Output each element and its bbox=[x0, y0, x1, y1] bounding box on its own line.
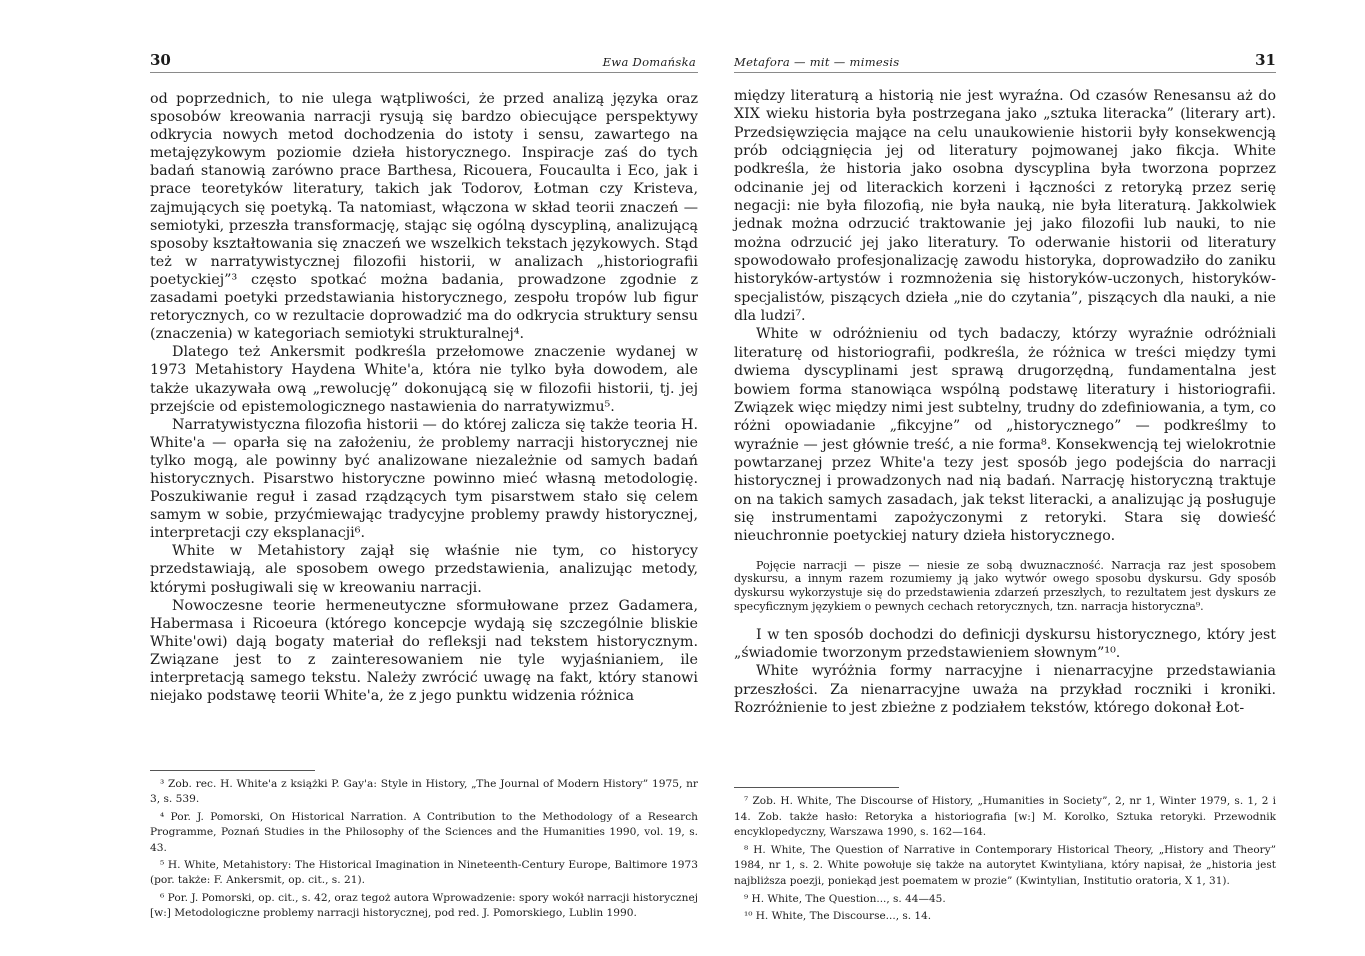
body-paragraph: od poprzednich, to nie ulega wątpliwości, że przed analizą języka oraz sposobów kreowania narracji rysują się bardzo obiecujące perspektywy odkrycia nowych metod dochodzenia do istoty i sensu, zawartego na metajęzykowym poziomie dzieła historycznego. Inspiracje zaś do tych badań stanowią zarówno prace Barthesa, Ricouera, Foucaulta i Eco, jak i prace teoretyków literatury, takich jak Todorov, Łotman czy Kristeva, zajmujących się poetyką. Ta natomiast, włączona w skład teorii znaczeń — semiotyki, przeszła transformację, stając się ogólną dyscypliną, analizującą sposoby kształtowania się znaczeń we wszelkich tekstach językowych. Stąd też w narratywistycznej filozofii historii, w analizach „historiografii poetyckiej”³ często spotkać można badania, prowadzone zgodnie z zasadami poetyki przedstawiania historycznego, zespołu tropów lub figur retorycznych, co w rezultacie doprowadzić ma do odkrycia struktury sensu (znaczenia) w kategoriach semiotyki strukturalnej⁴. bbox=[150, 91, 698, 343]
body-paragraph: Narratywistyczna filozofia historii — do której zalicza się także teoria H. White'a — oparła się na założeniu, że problemy narracji historycznej nie tylko mogą, ale powinny być analizowane niezależnie od samych badań historycznych. Pisarstwo historyczne powinno mieć własną metodologię. Poszukiwanie reguł i zasad rządzących tym pisarstwem stało się celem samym w sobie, przyćmiewając tradycyjne problemy prawdy historycznej, interpretacji czy eksplanacji⁶. bbox=[150, 416, 698, 542]
footnote-8: ⁸ H. White, The Question of Narrative in Contemporary Historical Theory, „History and Theory” 1984, nr 1, s. 2. White powołuje się także na autorytet Kwintyliana, który napisał, że „historia jest najbliższa poezji, poniekąd jest poematem w prozie” (Kwintylian, Institutio oratoria, X 1, 31). bbox=[734, 843, 1276, 887]
body-paragraph: White w Metahistory zajął się właśnie nie tym, co historycy przedstawiają, ale sposobem owego przedstawienia, analizując metody, którymi posługiwali się w kreowaniu narracji. bbox=[150, 543, 698, 596]
right-running-head bbox=[734, 50, 1276, 73]
block-quote: Pojęcie narracji — pisze — niesie ze sobą dwuznaczność. Narracja raz jest sposobem dyskursu, a innym razem rozumiemy ją jako wytwór owego sposobu dyskursu. Gdy sposób dyskursu wykorzystuje się do przedstawienia zdarzeń przeszłych, to rezultatem jest dyskurs ze specyficznym językiem o pewnych cechach retorycznych, tzn. narracja historyczna⁹. bbox=[734, 558, 1276, 613]
right-page-number: 31 bbox=[1255, 51, 1276, 69]
footnote-6: ⁶ Por. J. Pomorski, op. cit., s. 42, oraz tegoż autora Wprowadzenie: spory wokół narracji historycznej [w:] Metodologiczne problemy narracji historycznej, pod red. J. Pomorskiego, Lublin 1990. bbox=[150, 891, 698, 920]
footnote-4: ⁴ Por. J. Pomorski, On Historical Narration. A Contribution to the Methodology of a Research Programme, Poznań Studies in the Philosophy of the Sciences and the Humanities 1990, vol. 19, s. 43. bbox=[150, 810, 698, 854]
footnote-divider bbox=[150, 770, 315, 771]
body-paragraph: Dlatego też Ankersmit podkreśla przełomowe znaczenie wydanej w 1973 Metahistory Haydena White'a, która nie tylko była dowodem, ale także ukazywała ową „rewolucję” dokonującą się w filozofii historii, tj. jej przejście od epistemologicznego nastawienia do narratywizmu⁵. bbox=[150, 344, 698, 415]
right-body-text bbox=[734, 87, 1276, 718]
left-running-head bbox=[150, 50, 698, 73]
footnote-5: ⁵ H. White, Metahistory: The Historical Imagination in Nineteenth-Century Europe, Baltimore 1973 (por. także: F. Ankersmit, op. cit., s. 21). bbox=[150, 859, 698, 887]
footnote-3: ³ Zob. rec. H. White'a z książki P. Gay'a: Style in History, „The Journal of Modern History” 1975, nr 3, s. 539. bbox=[150, 778, 698, 806]
left-running-title: Ewa Domańska bbox=[602, 55, 696, 69]
right-page bbox=[734, 0, 1276, 956]
left-footnotes bbox=[150, 770, 698, 924]
left-body-text bbox=[150, 90, 698, 705]
body-paragraph: White wyróżnia formy narracyjne i nienarracyjne przedstawiania przeszłości. Za nienarracyjne uważa na przykład roczniki i kroniki. Rozróżnienie to jest zbieżne z podziałem tekstów, którego dokonał Łot- bbox=[734, 663, 1276, 717]
left-page bbox=[150, 0, 698, 956]
footnote-divider bbox=[734, 787, 899, 788]
body-paragraph: między literaturą a historią nie jest wyraźna. Od czasów Renesansu aż do XIX wieku historia była postrzegana jako „sztuka literacka” (literary art). Przedsięwzięcia mające na celu unaukowienie historii były konsekwencją prób odciągnięcia jej od literatury pojmowanej jako fikcja. White podkreśla, że historia jako osobna dyscyplina była tworzona poprzez odcinanie jej od literackich korzeni i łączności z retoryką przez serię negacji: nie była filozofią, nie była nauką, nie była literaturą. Jakkolwiek jednak można odrzucić traktowanie jej jako filozofii lub nauki, to nie można odrzucić jej jako literatury. To oderwanie historii od literatury spowodowało profesjonalizację zawodu historyka, doprowadziło do zaniku historyków-artystów i rozmnożenia się historyków-uczonych, historyków-specjalistów, piszących dzieła „nie do czytania”, piszących dla nauki, a nie dla ludzi⁷. bbox=[734, 88, 1276, 325]
footnote-9: ⁹ H. White, The Question..., s. 44—45. bbox=[744, 892, 946, 905]
left-page-number: 30 bbox=[150, 51, 171, 69]
right-running-title: Metafora — mit — mimesis bbox=[734, 55, 900, 69]
body-paragraph: I w ten sposób dochodzi do definicji dyskursu historycznego, który jest „świadomie tworzonym przedstawieniem słownym”¹⁰. bbox=[734, 626, 1276, 662]
footnote-7: ⁷ Zob. H. White, The Discourse of History, „Humanities in Society”, 2, nr 1, Winter 1979, s. 1, 2 i 14. Zob. także hasło: Retoryka a historiografia [w:] M. Korolko, Sztuka retoryki. Przewodnik encyklopedyczny, Warszawa 1990, s. 162—164. bbox=[734, 795, 1276, 839]
right-footnotes bbox=[734, 787, 1276, 927]
body-paragraph: Nowoczesne teorie hermeneutyczne sformułowane przez Gadamera, Habermasa i Ricoeura (którego koncepcje wydają się szczególnie bliskie White'owi) dają bogaty materiał do refleksji nad tekstem historycznym. Związane jest to z zainteresowaniem nie tyle wyjaśnianiem, ile interpretacją samego tekstu. Należy zwrócić uwagę na fakt, który stanowi niejako podstawę teorii White'a, że z jego punktu widzenia różnica bbox=[150, 597, 698, 705]
body-paragraph: White w odróżnieniu od tych badaczy, którzy wyraźnie odróżniali literaturę od historiografii, podkreśla, że różnica w treści między tymi dwiema dyscyplinami jest sprawą drugorzędną, fundamentalna jest bowiem forma stanowiąca wspólną podstawę literatury i historiografii. Związek więc między nimi jest subtelny, trudny do zdefiniowania, a tym, co różni opowiadanie „fikcyjne” od „historycznego” — podkreślmy to wyraźnie — jest głównie treść, a nie forma⁸. Konsekwencją tej wielokrotnie powtarzanej przez White'a tezy jest sposób jego podejścia do narracji historycznej i prowadzonych nad nią badań. Narrację historyczną traktuje on na takich samych zasadach, jak tekst literacki, a analizując ją posługuje się instrumentami zapożyczonymi z retoryki. Stara się dowieść nieuchronnie poetyckiej natury dzieła historycznego. bbox=[734, 326, 1276, 545]
footnote-10: ¹⁰ H. White, The Discourse..., s. 14. bbox=[744, 910, 932, 923]
